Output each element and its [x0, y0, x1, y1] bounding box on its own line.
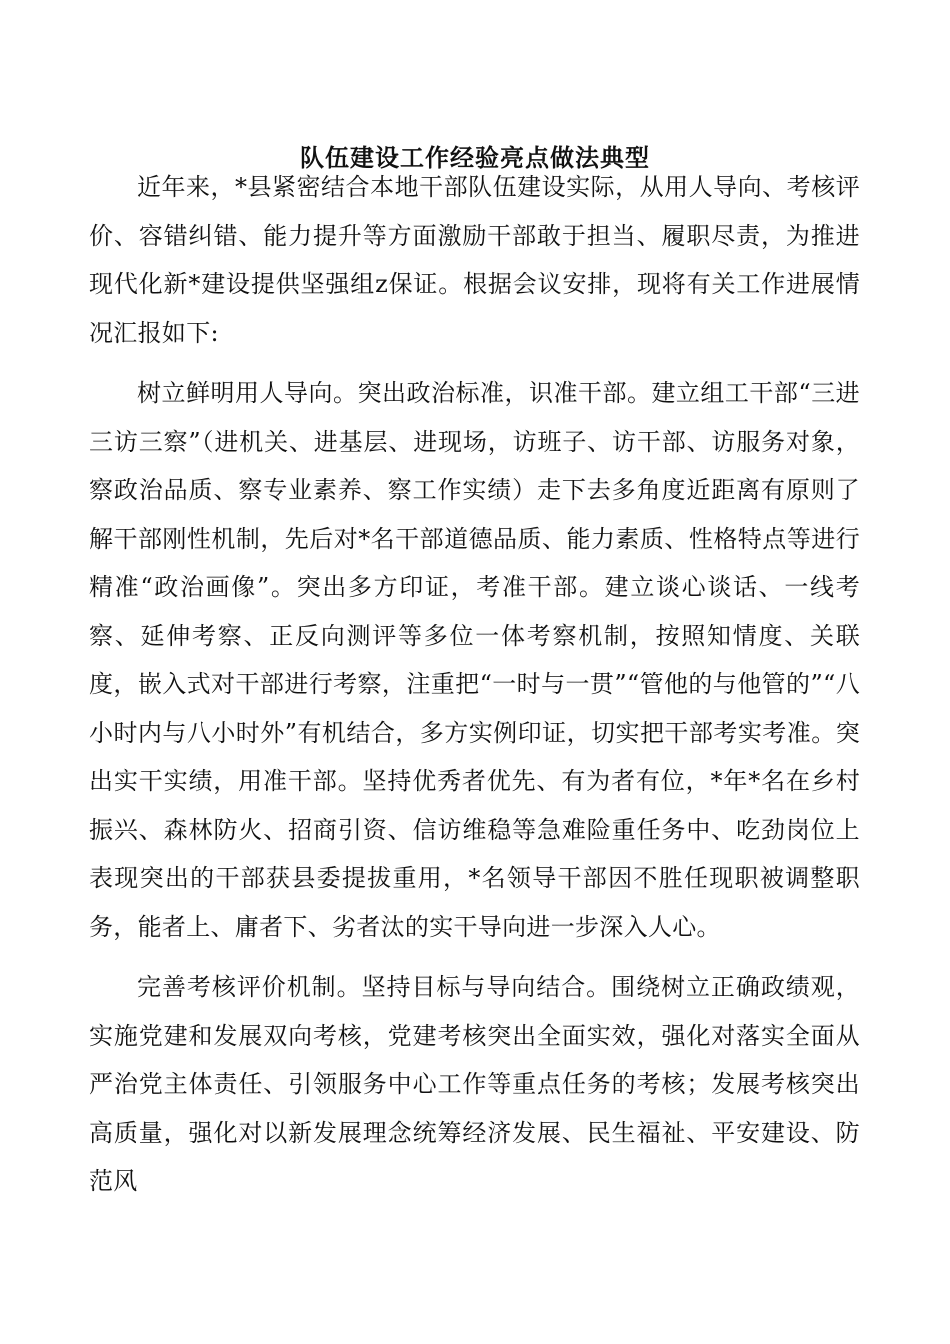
document-title: 队伍建设工作经验亮点做法典型	[300, 143, 650, 172]
paragraph-assessment: 完善考核评价机制。坚持目标与导向结合。围绕树立正确政绩观，实施党建和发展双向考核，党建考核突出全面实效，强化对落实全面从严治党主体责任、引领服务中心工作等重点任务的考核；发展考核突出高质量，强化对以新发展理念统筹经济发展、民生福祉、平安建设、防范风	[89, 973, 860, 1195]
intro-paragraph: 近年来，*县紧密结合本地干部队伍建设实际，从用人导向、考核评价、容错纠错、能力提升等方面激励干部敢于担当、履职尽责，为推进现代化新*建设提供坚强组z保证。根据会议安排，现将有关工作进展情况汇报如下:	[89, 173, 860, 347]
document-body	[89, 163, 860, 1218]
paragraph-cadre-selection: 树立鲜明用人导向。突出政治标准，识准干部。建立组工干部“三进三访三察”（进机关、进基层、进现场，访班子、访干部、访服务对象，察政治品质、察专业素养、察工作实绩）走下去多角度近距离有原则了解干部刚性机制，先后对*名干部道德品质、能力素质、性格特点等进行精准“政治画像”。突出多方印证，考准干部。建立谈心谈话、一线考察、延伸考察、正反向测评等多位一体考察机制，按照知情度、关联度，嵌入式对干部进行考察，注重把“一时与一贯”“管他的与他管的”“八小时内与八小时外”有机结合，多方实例印证，切实把干部考实考准。突出实干实绩，用准干部。坚持优秀者优先、有为者有位，*年*名在乡村振兴、森林防火、招商引资、信访维稳等急难险重任务中、吃劲岗位上表现突出的干部获县委提拔重用，*名领导干部因不胜任现职被调整职务，能者上、庸者下、劣者汰的实干导向进一步深入人心。	[89, 379, 860, 941]
